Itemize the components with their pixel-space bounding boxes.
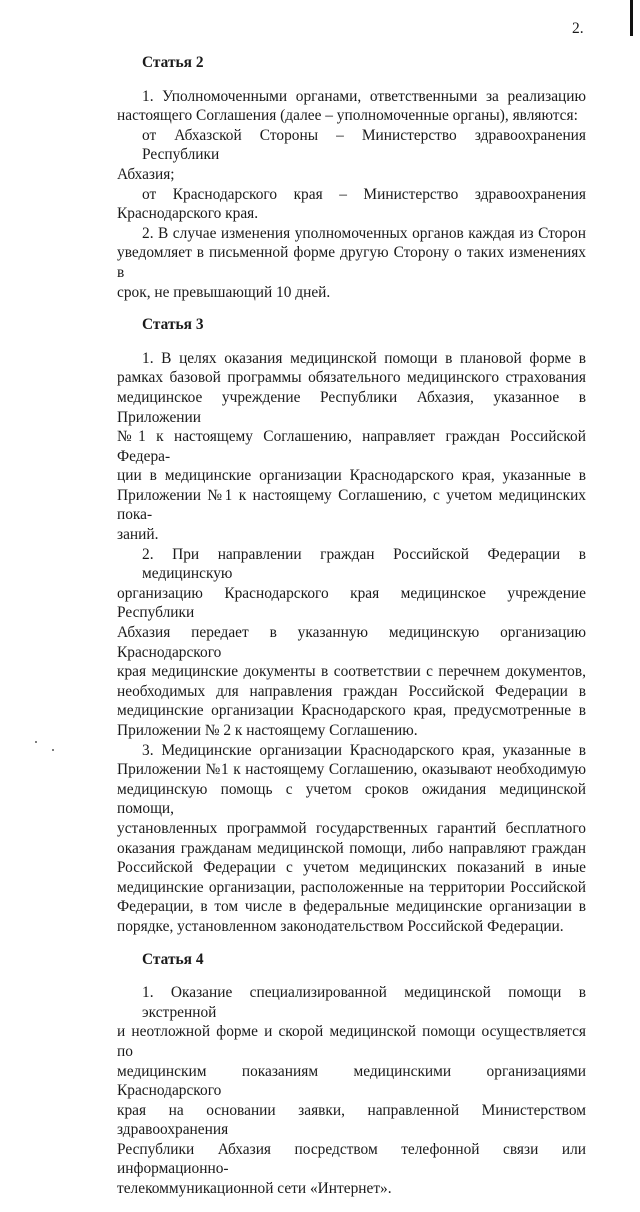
text-line: телекоммуникационной сети «Интернет».: [117, 1180, 392, 1198]
text-line: 1. Оказание специализированной медицинской помощи в экстренной: [142, 984, 586, 1021]
document-body: [117, 53, 586, 1212]
text-line: настоящего Соглашения (далее – уполномоченные органы), являются:: [117, 107, 578, 125]
text-line: необходимых для направления граждан Российской Федерации в: [117, 682, 586, 700]
article-heading: Статья 2: [142, 54, 204, 71]
page-number: 2.: [572, 20, 584, 37]
text-line: установленных программой государственных гарантий бесплатного: [117, 819, 586, 837]
article-section: [117, 950, 586, 1199]
text-line: порядке, установленном законодательством Российской Федерации.: [117, 917, 564, 935]
text-line: медицинскую помощь с учетом сроков ожидания медицинской помощи,: [117, 780, 586, 818]
text-line: организацию Краснодарского края медицинское учреждение Республики: [117, 584, 586, 622]
text-line: от Краснодарского края – Министерство здравоохранения: [142, 185, 586, 203]
text-line: рамках базовой программы обязательного медицинского страхования: [117, 369, 586, 387]
text-line: края на основании заявки, направленной Министерством здравоохранения: [117, 1101, 586, 1139]
text-line: и неотложной форме и скорой медицинской помощи осуществляется по: [117, 1023, 586, 1060]
text-line: уведомляет в письменной форме другую Сторону о таких изменениях в: [117, 244, 586, 281]
paragraph: [117, 224, 586, 302]
text-line: медицинским показаниям медицинскими организациями Краснодарского: [117, 1062, 586, 1100]
text-line: края медицинские документы в соответствии с перечнем документов,: [117, 663, 586, 681]
text-line: Приложении № 2 к настоящему Соглашению.: [117, 722, 418, 739]
text-line: Республики Абхазия посредством телефонной связи или информационно-: [117, 1140, 586, 1178]
paragraph: [117, 545, 586, 741]
text-line: Федерации, в том числе в федеральные медицинские организации в: [117, 898, 586, 916]
article-section: [117, 53, 586, 302]
text-line: медицинское учреждение Республики Абхазия, указанное в Приложении: [117, 388, 586, 426]
scan-speck: [52, 749, 54, 751]
text-line: от Абхазской Стороны – Министерство здравоохранения Республики: [142, 126, 586, 164]
text-line: Приложении №1 к настоящему Соглашению, с учетом медицинских пока-: [117, 486, 586, 524]
text-line: Приложении №1 к настоящему Соглашению, оказывают необходимую: [117, 761, 586, 779]
article-section: [117, 315, 586, 936]
text-line: 2. В случае изменения уполномоченных органов каждая из Сторон: [142, 224, 586, 242]
text-line: 1. В целях оказания медицинской помощи в плановой форме в: [142, 349, 586, 367]
paragraph: [117, 185, 586, 224]
text-line: медицинские организации Краснодарского края, предусмотренные в: [117, 702, 586, 720]
text-line: Абхазия;: [117, 165, 175, 183]
paragraph: [117, 126, 586, 185]
article-heading: Статья 3: [142, 316, 204, 334]
scan-edge-mark: [630, 0, 633, 36]
text-line: №1 к настоящему Соглашению, направляет граждан Российской Федера-: [117, 428, 586, 465]
text-line: медицинские организации, расположенные на территории Российской: [117, 878, 586, 896]
paragraph: [117, 741, 586, 937]
text-line: Краснодарского края.: [117, 205, 259, 223]
paragraph: [117, 349, 586, 545]
paragraph: [117, 87, 586, 126]
text-line: оказания гражданам медицинской помощи, либо направляют граждан: [117, 839, 586, 857]
text-line: 2. При направлении граждан Российской Федерации в медицинскую: [142, 545, 586, 583]
text-line: Абхазия передает в указанную медицинскую организацию Краснодарского: [117, 624, 586, 661]
text-line: Российской Федерации с учетом медицинских показаний в иные: [117, 859, 586, 877]
text-line: 1. Уполномоченными органами, ответственными за реализацию: [142, 87, 586, 105]
text-line: ции в медицинские организации Краснодарского края, указанные в: [117, 467, 586, 485]
paragraph: [117, 983, 586, 1199]
text-line: 3. Медицинские организации Краснодарского края, указанные в: [142, 741, 586, 759]
scan-speck: [35, 741, 37, 743]
text-line: срок, не превышающий 10 дней.: [117, 283, 331, 301]
article-heading: Статья 4: [142, 950, 204, 968]
text-line: заний.: [117, 526, 159, 544]
